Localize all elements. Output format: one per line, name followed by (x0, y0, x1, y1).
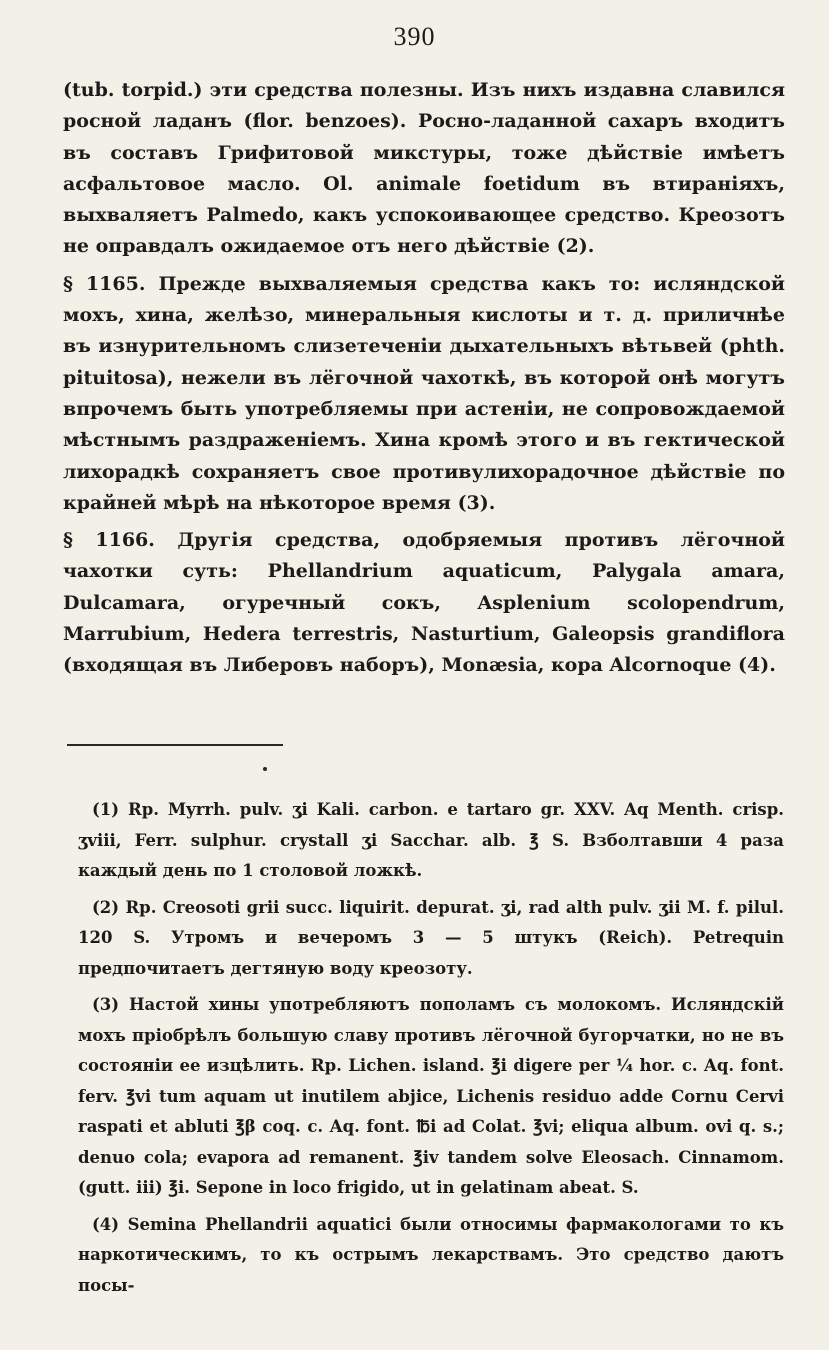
footnote-1: (1) Rp. Myrrh. pulv. ʒi Kali. carbon. e tartaro gr. XXV. Aq Menth. crisp. ʒviii, Ferr. sulphur. crystall ʒi Sacchar. alb. ℥ S. Взболтавши 4 раза каждый день по 1 столовой ложкѣ. (78, 800, 784, 880)
footnote-2: (2) Rp. Creosoti grii succ. liquirit. depurat. ʒi, rad alth pulv. ʒii M. f. pilul. 120 S. Утромъ и вечеромъ 3 — 5 штукъ (Reich). Petrequin предпочитаетъ дегтяную воду креозоту. (78, 897, 784, 978)
paragraph-continuation: (tub. torpid.) эти средства полезны. Изъ нихъ издавна славился росной ладанъ (flor. benzoes). Росно-ладанной сахаръ входитъ въ составъ Грифитовой микстуры, тоже дѣйствіе имѣетъ асфальтовое масло. Ol. animale foetidum въ втиранiяхъ, выхваляетъ Palmedo, какъ успокоивающее средство. Креозотъ не оправдалъ ожидаемое отъ него дѣйствіе (2). (63, 79, 785, 258)
footnote-4: (4) Semina Phellandrii aquatici были относимы фармакологами то къ наркотическимъ, то къ острымъ лекарствамъ. Это средство даютъ посы- (78, 1214, 784, 1295)
footnotes (78, 795, 784, 1301)
body-text (63, 75, 785, 682)
paragraph-1166: § 1166. Другія средства, одобряемыя противъ лёгочной чахотки суть: Phellandrium aquaticum, Palygala amara, Dulcamara, огуречный сокъ, Asplenium scolopendrum, Marrubium, Hedera terrestris, Nasturtium, Galeopsis grandiflora (входящая въ Либеровъ наборъ), Monæsia, кора Alcornoque (4). (63, 529, 785, 677)
footnote-3: (3) Настой хины употребляютъ пополамъ съ молокомъ. Исляндскій мохъ пріобрѣлъ большую славу противъ лёгочной бугорчатки, но не въ состояніи ее изцѣлить. Rp. Lichen. island. ℥i digere per ¼ hor. c. Aq. font. ferv. ℥vi tum aquam ut inutilem abjice, Lichenis residuo adde Cornu Cervi raspati et abluti ℥β coq. c. Aq. font. ℔i ad Colat. ℥vi; eliqua album. ovi q. s.; denuo cola; evapora ad remanent. ℥iv tandem solve Eleosach. Cinnamom. (gutt. iii) ℥i. Sepone in loco frigido, ut in gelatinam abeat. S. (78, 995, 784, 1197)
page-number: 390 (393, 22, 436, 51)
paragraph-1165: § 1165. Прежде выхваляемыя средства какъ то: исляндской мохъ, хина, желѣзо, минеральныя кислоты и т. д. приличнѣе въ изнурительномъ слизетеченіи дыхательныхъ вѣтьвей (phth. pituitosa), нежели въ лёгочной чахоткѣ, въ которой онѣ могутъ впрочемъ быть употребляемы при астеніи, не сопровождаемой мѣстнымъ раздраженіемъ. Хина кромѣ этого и въ гектической лихорадкѣ сохраняетъ свое противулихорадочное дѣйствіе по крайней мѣрѣ на нѣкоторое время (3). (63, 272, 785, 514)
footnote-divider (67, 744, 283, 746)
divider-dot (263, 767, 267, 771)
